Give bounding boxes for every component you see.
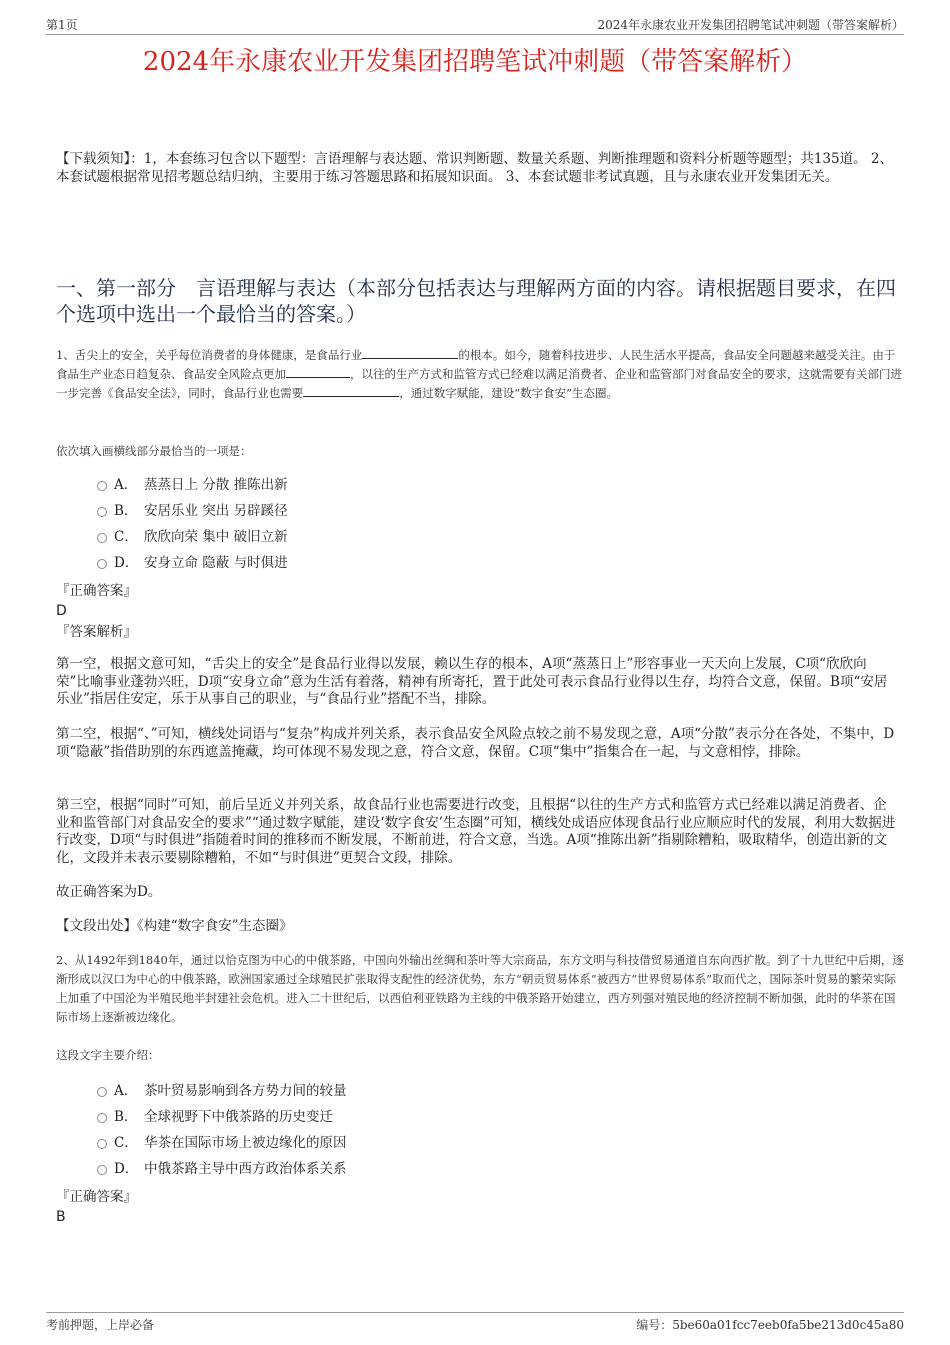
q1-blank-1 — [362, 346, 458, 359]
page-footer — [46, 1312, 904, 1333]
question-1-text — [56, 346, 906, 403]
radio-icon[interactable] — [97, 559, 107, 569]
q1-analysis-paragraph-3: 第三空，根据“同时”可知，前后呈近义并列关系，故食品行业也需要进行改变，且根据“以往的生产方式和监管方式已经难以满足消费者、企业和监管部门对食品安全的要求”“通过数字赋能，建设‘数字食安’生态圈”可知，横线处成语应体现食品行业应顺应时代的发展，利用大数据进行改变，D项“与时俱进”指随着时间的推移而不断发展，不断前进，符合文意，当选。A项“推陈出新”指剔除糟粕，吸取精华，创造出新的文化，文段并未表示要剔除糟粕，不如“与时俱进”更契合文段，排除。 — [56, 797, 896, 866]
footer-slogan: 考前押题，上岸必备 — [46, 1318, 155, 1332]
q2-option-a[interactable]: A． 茶叶贸易影响到各方势力间的较量 — [94, 1078, 854, 1104]
radio-icon[interactable] — [97, 1165, 107, 1175]
radio-icon[interactable] — [97, 1113, 107, 1123]
q2-option-b[interactable]: B． 全球视野下中俄茶路的历史变迁 — [94, 1104, 854, 1130]
footer-doc-id: 编号：5be60a01fcc7eeb0fa5be213d0c45a80 — [636, 1318, 904, 1332]
page-header — [46, 14, 904, 35]
question-2-prompt: 这段文字主要介绍： — [56, 1048, 160, 1062]
radio-icon[interactable] — [97, 533, 107, 543]
radio-icon[interactable] — [97, 1087, 107, 1097]
q1-text-part-c: ，以往的生产方式和监管方式已经难以满足消费者、企业和监管部门对食品安全的要求，这就需要有关部门进一步完善《食品安全法》，同时，食品行业也需要 — [56, 367, 902, 400]
q1-option-a[interactable]: A． 蒸蒸日上 分散 推陈出新 — [94, 472, 854, 498]
header-doc-title: 2024年永康农业开发集团招聘笔试冲刺题（带答案解析） — [597, 18, 904, 32]
q2-answer: B — [56, 1209, 66, 1225]
q1-text-part-b: 的根本。如今，随着科技进步、人民生活水平提高，食品安全问题越来越受关注。由于食品生产业态日趋复杂、食品安全风险点更加 — [56, 348, 896, 381]
section-heading: 一、第一部分 言语理解与表达（本部分包括表达与理解两方面的内容。请根据题目要求，在四个选项中选出一个最恰当的答案。） — [56, 276, 896, 326]
q1-analysis-label: 『答案解析』 — [56, 624, 137, 640]
q1-text-part-a: 1、舌尖上的安全，关乎每位消费者的身体健康，是食品行业 — [56, 348, 363, 362]
q1-analysis-paragraph-1: 第一空，根据文意可知，“舌尖上的安全”是食品行业得以发展，赖以生存的根本，A项“蒸蒸日上”形容事业一天天向上发展，C项“欣欣向荣”比喻事业蓬勃兴旺，D项“安身立命”意为生活有着落，精神有所寄托，置于此处可表示食品行业得以生存，均符合文意，保留。B项“安居乐业”指居住安定，乐于从事自己的职业，与“食品行业”搭配不当，排除。 — [56, 656, 888, 707]
q1-answer-label: 『正确答案』 — [56, 583, 137, 599]
q1-text-part-d: ，通过数字赋能，建设“数字食安”生态圈。 — [399, 386, 619, 400]
radio-icon[interactable] — [97, 507, 107, 517]
question-1-options — [94, 472, 854, 576]
download-notice: 【下载须知】：1，本套练习包含以下题型：言语理解与表达题、常识判断题、数量关系题、判断推理题和资料分析题等题型；共135道。 2、本套试题根据常见招考题总结归纳，主要用于练习答题思路和拓展知识面。 3、本套试题非考试真题，且与永康农业开发集团无关。 — [56, 151, 893, 185]
q1-source: 【文段出处】《构建“数字食安”生态圈》 — [56, 918, 293, 934]
radio-icon[interactable] — [97, 1139, 107, 1149]
question-1-prompt: 依次填入画横线部分最恰当的一项是： — [56, 444, 252, 458]
q1-option-b[interactable]: B． 安居乐业 突出 另辟蹊径 — [94, 498, 854, 524]
q2-answer-label: 『正确答案』 — [56, 1189, 137, 1205]
q2-option-d[interactable]: D． 中俄茶路主导中西方政治体系关系 — [94, 1156, 854, 1182]
q1-blank-2 — [286, 365, 350, 378]
radio-icon[interactable] — [97, 481, 107, 491]
question-2-text: 2、从1492年到1840年，通过以恰克图为中心的中俄茶路，中国向外输出丝绸和茶叶等大宗商品，东方文明与科技借贸易通道自东向西扩散。到了十九世纪中后期，逐渐形成以汉口为中心的中俄茶路，欧洲国家通过全球殖民扩张取得支配性的经济优势，东方“朝贡贸易体系”被西方“世界贸易体系”取而代之，国际茶叶贸易的繁荣实际上加重了中国沦为半殖民地半封建社会危机。进入二十世纪后，以西伯利亚铁路为主线的中俄茶路开始建立，西方列强对殖民地的经济控制不断加强，此时的华茶在国际市场上逐渐被边缘化。 — [56, 953, 904, 1024]
q1-analysis-paragraph-2: 第二空，根据“、”可知，横线处词语与“复杂”构成并列关系，表示食品安全风险点较之前不易发现之意，A项“分散”表示分在各处，不集中，D项“隐蔽”指借助别的东西遮盖掩藏，均可体现不易发现之意，符合文意，保留。C项“集中”指集合在一起，与文意相悖，排除。 — [56, 726, 895, 760]
q1-option-c[interactable]: C． 欣欣向荣 集中 破旧立新 — [94, 524, 854, 550]
q1-option-d[interactable]: D． 安身立命 隐蔽 与时俱进 — [94, 550, 854, 576]
question-2-options — [94, 1078, 854, 1182]
document-title: 2024年永康农业开发集团招聘笔试冲刺题（带答案解析） — [142, 47, 808, 77]
page-number: 第1页 — [46, 18, 78, 32]
q2-option-c[interactable]: C． 华茶在国际市场上被边缘化的原因 — [94, 1130, 854, 1156]
q1-answer: D — [56, 603, 67, 619]
q1-blank-3 — [303, 384, 399, 397]
q1-conclusion: 故正确答案为D。 — [56, 884, 162, 900]
